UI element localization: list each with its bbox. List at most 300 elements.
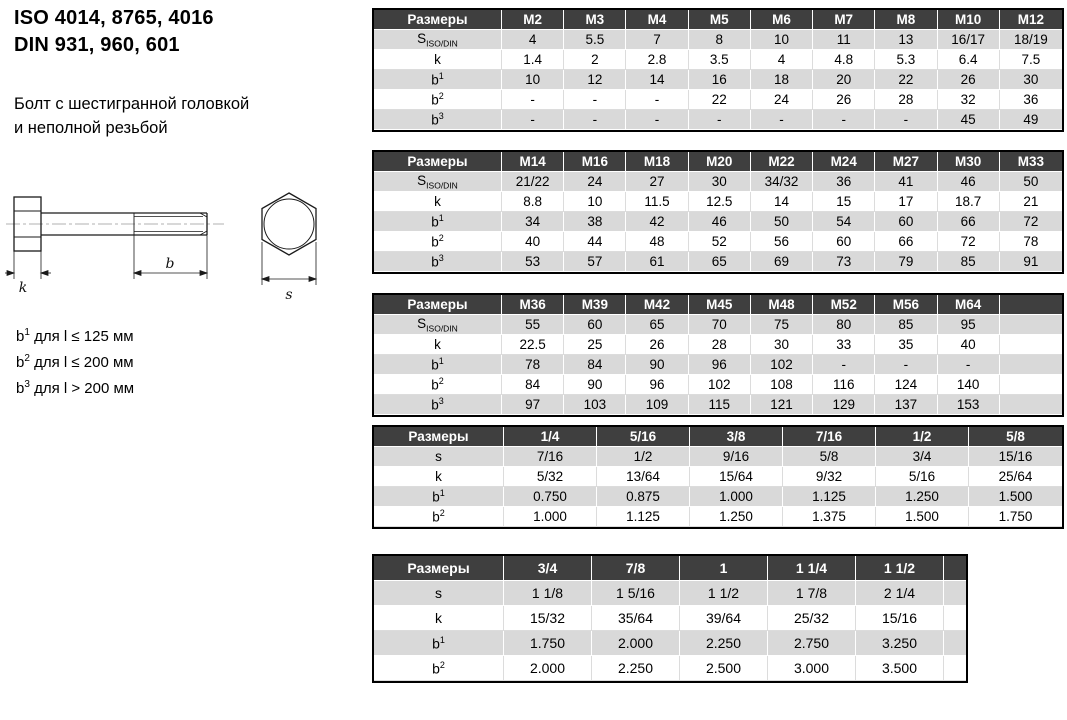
table-cell: 4.8 [813,50,875,70]
table-cell-empty [944,656,966,681]
thread-length-notes [16,322,134,400]
column-header: 3/8 [690,427,783,447]
table-cell: 15/64 [690,467,783,487]
column-header: 7/8 [592,556,680,581]
table-cell: 75 [751,315,813,335]
column-header: M52 [813,295,875,315]
table-cell: 1.250 [876,487,969,507]
row-label: $b^1$ [374,212,502,232]
table-cell: 25 [564,335,626,355]
table-cell-empty [1000,315,1062,335]
column-header: M48 [751,295,813,315]
row-label: k [374,50,502,70]
table-header-row [374,556,966,581]
table-cell: 1 1/2 [680,581,768,606]
table-cell: 2.8 [626,50,688,70]
row-label: $S_{ISO/DIN}$ [374,172,502,192]
table-cell: 25/32 [768,606,856,631]
table-cell: 45 [938,110,1000,130]
column-header: M39 [564,295,626,315]
row-label: $b^2$ [374,507,504,527]
row-label: k [374,335,502,355]
table-cell: 30 [689,172,751,192]
table-cell: 30 [751,335,813,355]
dimension-table-4 [372,425,1064,529]
table-cell: 96 [626,375,688,395]
table-cell: 137 [875,395,937,415]
column-header: M30 [938,152,1000,172]
column-header: 5/16 [597,427,690,447]
table-cell: 79 [875,252,937,272]
table-cell: - [938,355,1000,375]
table-cell: 95 [938,315,1000,335]
row-label: $b^3$ [374,110,502,130]
column-header: M2 [502,10,564,30]
column-header: 7/16 [783,427,876,447]
table-cell: 102 [689,375,751,395]
table-cell: 84 [502,375,564,395]
table-cell: 69 [751,252,813,272]
table-cell: 26 [626,335,688,355]
table-cell: 32 [938,90,1000,110]
column-header: M6 [751,10,813,30]
row-label: $b^3$ [374,252,502,272]
row-label: $S_{ISO/DIN}$ [374,315,502,335]
table-cell: 22 [875,70,937,90]
table-cell: 2.000 [504,656,592,681]
table-cell: 2.250 [592,656,680,681]
subtitle-line-1: Болт с шестигранной головкой [14,95,250,113]
table-corner-label: Размеры [374,10,502,30]
table-cell: - [875,110,937,130]
table-cell: 1 7/8 [768,581,856,606]
table-cell: 34/32 [751,172,813,192]
note-line: $b^1$ для l ≤ 125 мм [16,327,134,345]
column-header: M27 [875,152,937,172]
table-cell: 1.750 [504,631,592,656]
page-title [14,5,214,59]
table-row [374,631,966,656]
column-header: M42 [626,295,688,315]
table-cell: 56 [751,232,813,252]
table-cell: 5/32 [504,467,597,487]
table-cell: 17 [875,192,937,212]
table-cell: 97 [502,395,564,415]
table-cell: 26 [938,70,1000,90]
table-cell: 40 [938,335,1000,355]
table-metric-m14-m33 [372,150,1064,274]
table-cell: 14 [751,192,813,212]
table-cell: 5.5 [564,30,626,50]
table-cell: 30 [1000,70,1062,90]
row-label: $S_{ISO/DIN}$ [374,30,502,50]
table-cell: 16/17 [938,30,1000,50]
dimension-s [262,242,316,285]
table-cell: 10 [751,30,813,50]
table-cell: 1.750 [969,507,1062,527]
table-cell: 85 [938,252,1000,272]
table-cell: 15/16 [856,606,944,631]
column-header: M33 [1000,152,1062,172]
table-cell: 40 [502,232,564,252]
table-cell: 73 [813,252,875,272]
table-header-row [374,427,1062,447]
table-row [374,212,1062,232]
table-row [374,467,1062,487]
column-header: M56 [875,295,937,315]
row-label: k [374,192,502,212]
table-cell: 1.375 [783,507,876,527]
table-cell: 24 [751,90,813,110]
row-label: s [374,581,504,606]
dimension-table-1 [372,8,1064,132]
table-cell: 26 [813,90,875,110]
table-cell: 1.4 [502,50,564,70]
table-cell: - [626,90,688,110]
table-cell: 140 [938,375,1000,395]
table-cell: 13/64 [597,467,690,487]
column-header: M45 [689,295,751,315]
table-cell-empty [944,631,966,656]
table-row [374,110,1062,130]
table-cell-empty [1000,375,1062,395]
title-iso: ISO 4014, 8765, 4016 [14,7,214,29]
column-header: M18 [626,152,688,172]
table-cell: 66 [875,232,937,252]
table-cell: - [875,355,937,375]
table-row [374,656,966,681]
table-cell: 55 [502,315,564,335]
table-cell: 2.750 [768,631,856,656]
table-cell: 0.750 [504,487,597,507]
row-label: k [374,467,504,487]
table-row [374,395,1062,415]
table-cell: 3.500 [856,656,944,681]
table-row [374,447,1062,467]
table-cell: 90 [564,375,626,395]
column-header-empty [944,556,966,581]
tables-panel [372,8,1064,683]
row-label: $b^3$ [374,395,502,415]
table-cell: 18/19 [1000,30,1062,50]
table-cell: 35 [875,335,937,355]
column-header: M36 [502,295,564,315]
table-cell: 10 [564,192,626,212]
table-cell: 5.3 [875,50,937,70]
table-cell: 11 [813,30,875,50]
table-cell: 12 [564,70,626,90]
row-label: $b^1$ [374,70,502,90]
column-header: M64 [938,295,1000,315]
table-cell: 46 [689,212,751,232]
table-cell: 52 [689,232,751,252]
table-cell: 60 [875,212,937,232]
table-row [374,315,1062,335]
table-cell: 24 [564,172,626,192]
table-cell: 72 [1000,212,1062,232]
dim-label-k: k [18,280,28,296]
table-cell: 84 [564,355,626,375]
table-cell: 90 [626,355,688,375]
table-cell: 50 [751,212,813,232]
table-cell: 85 [875,315,937,335]
table-cell: 7/16 [504,447,597,467]
left-info-panel [0,0,372,720]
table-cell: 33 [813,335,875,355]
bolt-technical-drawing [4,186,364,317]
table-cell: 53 [502,252,564,272]
column-header: M3 [564,10,626,30]
column-header: 1 1/2 [856,556,944,581]
table-cell: - [813,355,875,375]
table-cell: 7.5 [1000,50,1062,70]
bolt-diagram-svg [4,186,364,312]
table-cell: 65 [626,315,688,335]
dimension-k [5,251,51,279]
table-cell: - [626,110,688,130]
table-cell: 70 [689,315,751,335]
table-cell: 36 [813,172,875,192]
table-cell: 39/64 [680,606,768,631]
table-cell: - [502,90,564,110]
column-header: M5 [689,10,751,30]
table-cell: 2.000 [592,631,680,656]
table-corner-label: Размеры [374,427,504,447]
table-inch-large [372,554,1064,683]
column-header: 1/4 [504,427,597,447]
table-cell: 0.875 [597,487,690,507]
row-label: $b^2$ [374,375,502,395]
table-cell: 61 [626,252,688,272]
table-cell: 15 [813,192,875,212]
table-cell: 21 [1000,192,1062,212]
dimension-table-3 [372,293,1064,417]
table-cell: 124 [875,375,937,395]
table-cell: 8.8 [502,192,564,212]
table-row [374,335,1062,355]
table-cell: 72 [938,232,1000,252]
table-cell: - [564,90,626,110]
table-cell: 91 [1000,252,1062,272]
table-row [374,90,1062,110]
table-cell-empty [1000,335,1062,355]
column-header: M7 [813,10,875,30]
table-cell: 48 [626,232,688,252]
table-cell: 2.250 [680,631,768,656]
column-header: M10 [938,10,1000,30]
table-cell: 15/32 [504,606,592,631]
column-header: M4 [626,10,688,30]
table-cell: 2.500 [680,656,768,681]
table-cell: 2 1/4 [856,581,944,606]
table-cell: - [689,110,751,130]
table-cell: 50 [1000,172,1062,192]
table-cell: 35/64 [592,606,680,631]
table-cell: 1.000 [690,487,783,507]
column-header: M20 [689,152,751,172]
table-row [374,355,1062,375]
table-row [374,192,1062,212]
table-cell: - [502,110,564,130]
table-cell: 44 [564,232,626,252]
table-corner-label: Размеры [374,556,504,581]
table-cell: 42 [626,212,688,232]
table-cell: 3.000 [768,656,856,681]
row-label: $b^1$ [374,631,504,656]
table-cell: 66 [938,212,1000,232]
table-metric-m2-m12 [372,8,1064,132]
table-cell: 27 [626,172,688,192]
table-cell-empty [944,581,966,606]
table-cell: 18 [751,70,813,90]
column-header-empty [1000,295,1062,315]
table-cell: 12.5 [689,192,751,212]
table-cell: 103 [564,395,626,415]
table-cell: 1 5/16 [592,581,680,606]
column-header: 5/8 [969,427,1062,447]
column-header: M8 [875,10,937,30]
table-cell: 65 [689,252,751,272]
table-cell: 57 [564,252,626,272]
table-cell: 102 [751,355,813,375]
note-line: $b^2$ для l ≤ 200 мм [16,353,134,371]
row-label: $b^2$ [374,232,502,252]
table-cell: 10 [502,70,564,90]
table-cell: 3.5 [689,50,751,70]
dim-label-s: s [285,287,293,303]
table-row [374,70,1062,90]
row-label: $b^2$ [374,656,504,681]
table-header-row [374,295,1062,315]
column-header: M12 [1000,10,1062,30]
table-row [374,375,1062,395]
table-cell: 121 [751,395,813,415]
table-cell: 38 [564,212,626,232]
table-cell: 25/64 [969,467,1062,487]
table-cell: 18.7 [938,192,1000,212]
dim-label-b: b [165,256,175,272]
note-line: $b^3$ для l > 200 мм [16,379,135,397]
table-cell: 22 [689,90,751,110]
table-cell: 16 [689,70,751,90]
table-row [374,172,1062,192]
row-label: $b^1$ [374,355,502,375]
table-cell: 78 [502,355,564,375]
table-cell: 5/8 [783,447,876,467]
table-cell: 49 [1000,110,1062,130]
table-cell: 21/22 [502,172,564,192]
subtitle-line-2: и неполной резьбой [14,119,168,137]
table-cell: 96 [689,355,751,375]
table-cell: 1.500 [876,507,969,527]
table-row [374,581,966,606]
column-header: M22 [751,152,813,172]
table-cell-empty [1000,355,1062,375]
table-cell: 36 [1000,90,1062,110]
table-cell: 9/16 [690,447,783,467]
table-cell: 11.5 [626,192,688,212]
dimension-table-5 [372,554,968,683]
table-cell: 13 [875,30,937,50]
table-cell: 41 [875,172,937,192]
table-cell: 108 [751,375,813,395]
table-cell: 4 [751,50,813,70]
table-cell: 1.125 [783,487,876,507]
row-label: k [374,606,504,631]
table-cell: 34 [502,212,564,232]
table-cell: 28 [875,90,937,110]
table-cell: 80 [813,315,875,335]
table-cell: - [813,110,875,130]
title-din: DIN 931, 960, 601 [14,34,180,56]
table-cell: 14 [626,70,688,90]
table-row [374,50,1062,70]
table-cell: 1 1/8 [504,581,592,606]
row-label: $b^1$ [374,487,504,507]
table-cell: 1.500 [969,487,1062,507]
table-cell: - [751,110,813,130]
column-header: 3/4 [504,556,592,581]
table-header-row [374,152,1062,172]
table-cell: 60 [564,315,626,335]
table-cell: 2 [564,50,626,70]
table-row [374,507,1062,527]
table-cell: 7 [626,30,688,50]
table-header-row [374,10,1062,30]
table-cell: 116 [813,375,875,395]
table-cell: 115 [689,395,751,415]
table-cell: 109 [626,395,688,415]
table-cell: 60 [813,232,875,252]
column-header: 1/2 [876,427,969,447]
column-header: M24 [813,152,875,172]
dimension-table-2 [372,150,1064,274]
page-subtitle [14,92,249,140]
table-inch-small [372,425,1064,529]
table-cell: 22.5 [502,335,564,355]
table-cell: 1.250 [690,507,783,527]
row-label: s [374,447,504,467]
table-cell: 6.4 [938,50,1000,70]
table-corner-label: Размеры [374,295,502,315]
table-row [374,232,1062,252]
table-corner-label: Размеры [374,152,502,172]
table-row [374,252,1062,272]
row-label: $b^2$ [374,90,502,110]
column-header: 1 [680,556,768,581]
table-cell: 129 [813,395,875,415]
table-cell: 5/16 [876,467,969,487]
table-cell: 54 [813,212,875,232]
column-header: 1 1/4 [768,556,856,581]
table-row [374,30,1062,50]
table-row [374,606,966,631]
table-cell: 15/16 [969,447,1062,467]
table-cell: 1.125 [597,507,690,527]
column-header: M14 [502,152,564,172]
bolt-hex-view [262,193,316,255]
table-cell: 153 [938,395,1000,415]
table-metric-m36-m64 [372,293,1064,417]
table-cell: 1.000 [504,507,597,527]
table-row [374,487,1062,507]
table-cell: 1/2 [597,447,690,467]
table-cell: 78 [1000,232,1062,252]
table-cell: 9/32 [783,467,876,487]
table-cell: 8 [689,30,751,50]
table-cell: 4 [502,30,564,50]
table-cell: 28 [689,335,751,355]
